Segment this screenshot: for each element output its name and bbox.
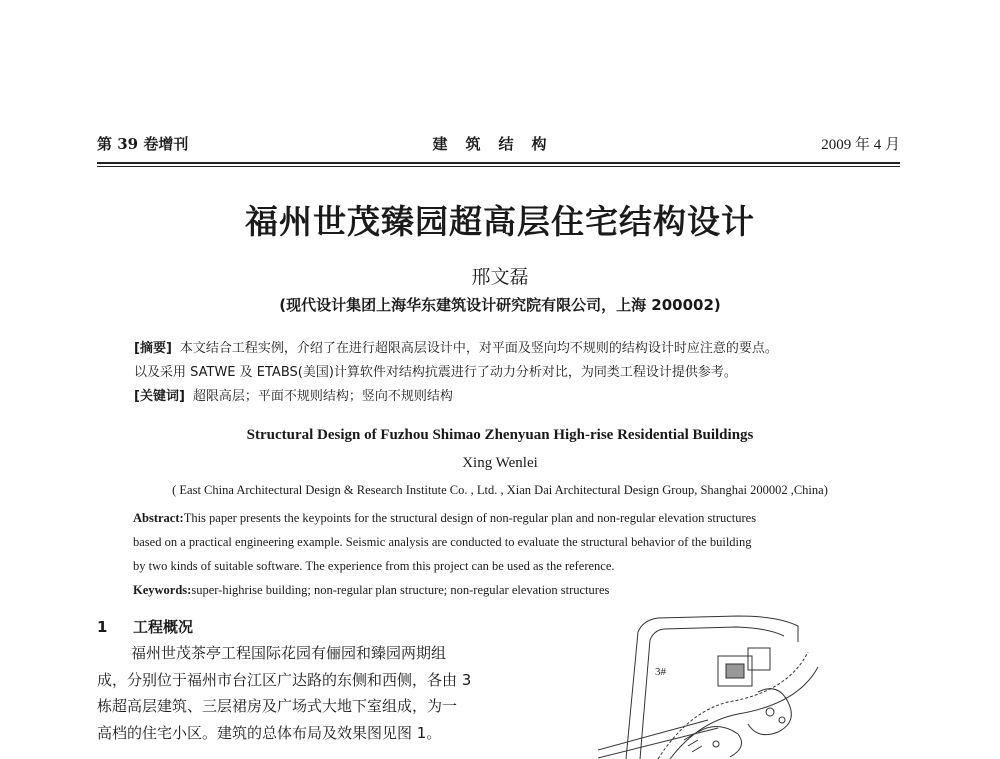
- running-header: [97, 133, 900, 157]
- header-rule-thick: [97, 162, 900, 164]
- body-line: 成，分别位于福州市台江区广达路的东侧和西侧，各由 3: [97, 670, 472, 689]
- header-rule-thin: [97, 166, 900, 167]
- section-number: 1: [97, 618, 108, 636]
- abstract-en-label: Abstract:: [133, 511, 184, 525]
- author-name-en: Xing Wenlei: [462, 455, 538, 471]
- building-label: 3#: [655, 666, 666, 678]
- tree-mark: [766, 708, 774, 716]
- affiliation-en: ( East China Architectural Design & Research Institute Co. , Ltd. , Xian Dai Architectural Design Group, Shanghai 200002 ,China): [172, 483, 828, 497]
- body-line: 栋超高层建筑、三层裙房及广场式大地下室组成，为一: [97, 697, 458, 715]
- building-block: [726, 664, 744, 678]
- keywords-cn-text: 超限高层；平面不规则结构；竖向不规则结构: [192, 389, 453, 404]
- keywords-en-text: super-highrise building; non-regular plan structure; non-regular elevation structures: [191, 583, 610, 597]
- issue-date: 2009 年 4 月: [821, 137, 900, 153]
- keywords-en-label: Keywords:: [133, 583, 192, 597]
- tree-mark: [779, 717, 785, 723]
- site-plan-figure: [598, 612, 900, 759]
- journal-name: 建筑结构: [432, 135, 565, 153]
- paper-title-en: Structural Design of Fuzhou Shimao Zhenyuan High-rise Residential Buildings: [246, 427, 754, 443]
- body-line: 福州世茂茶亭工程国际花园有俪园和臻园两期组: [131, 644, 447, 662]
- section-title: 工程概况: [133, 618, 194, 636]
- paper-title-cn: 福州世茂臻园超高层住宅结构设计: [245, 202, 755, 241]
- body-line: 高档的住宅小区。建筑的总体布局及效果图见图 1。: [97, 723, 442, 742]
- landscape-path: [748, 689, 791, 735]
- section-body: [97, 640, 489, 746]
- journal-volume: 第 39 卷增刊: [97, 135, 189, 153]
- abstract-en-line: by two kinds of suitable software. The experience from this project can be used as the reference.: [133, 559, 615, 573]
- site-boundary: [626, 616, 798, 759]
- keywords-cn: [134, 385, 894, 409]
- keywords-en: [133, 578, 893, 602]
- abstract-en-text: This paper presents the keypoints for the structural design of non-regular plan and non-regular elevation structures: [183, 511, 757, 525]
- abstract-cn: [134, 337, 894, 409]
- hatch: [684, 734, 702, 752]
- abstract-cn-label: [摘要]: [134, 341, 172, 356]
- author-name-cn: 邢文磊: [471, 266, 529, 288]
- affiliation-cn: (现代设计集团上海华东建筑设计研究院有限公司，上海 200002): [279, 296, 721, 314]
- abstract-cn-text: 本文结合工程实例，介绍了在进行超限高层设计中，对平面及竖向均不规则的结构设计时应注意的要点。: [179, 341, 778, 356]
- section-heading: [97, 616, 193, 637]
- grid-line: [598, 728, 718, 758]
- road-curve: [670, 667, 818, 759]
- abstract-cn-line: 以及采用 SATWE 及 ETABS(美国)计算软件对结构抗震进行了动力分析对比，为同类工程设计提供参考。: [134, 365, 737, 380]
- building-block: [748, 648, 770, 670]
- abstract-en-line: [133, 506, 893, 530]
- abstract-en-line: based on a practical engineering example. Seismic analysis are conducted to evaluate the structural behavior of the building: [133, 535, 752, 549]
- abstract-cn-line: [134, 337, 894, 361]
- tree-mark: [713, 741, 719, 747]
- keywords-cn-label: [关键词]: [134, 389, 185, 404]
- abstract-en: [133, 506, 893, 602]
